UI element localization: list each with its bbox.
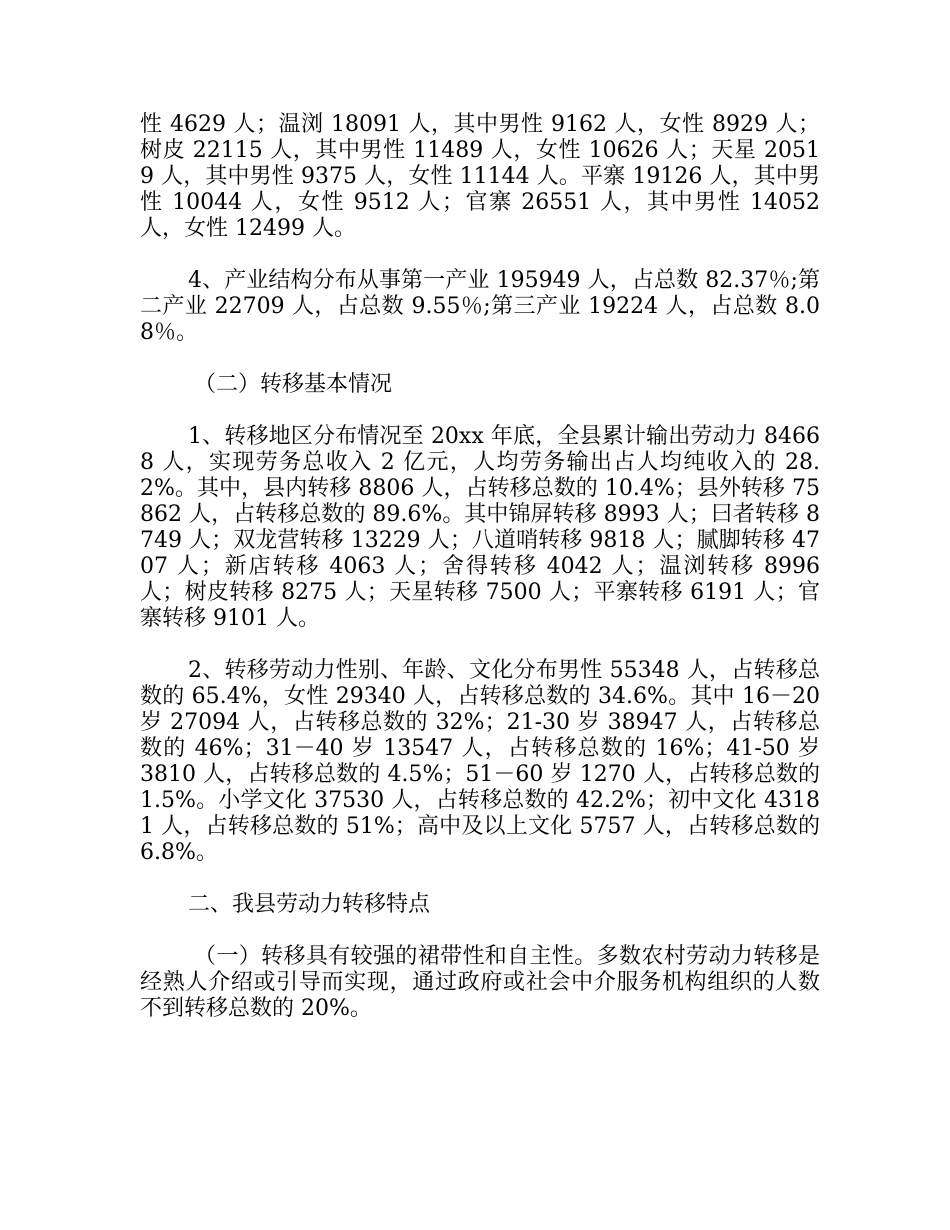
paragraph-feature-one: （一）转移具有较强的裙带性和自主性。多数农村劳动力转移是经熟人介绍或引导而实现，通过政府或社会中介服务机构组织的人数不到转移总数的 20%。: [140, 944, 820, 1021]
paragraph-population-by-town: 性 4629 人；温浏 18091 人，其中男性 9162 人，女性 8929 人；树皮 22115 人，其中男性 11489 人，女性 10626 人；天星 20519 人，其中男性 9375 人，女性 11144 人。平寨 19126 人，其中男性 10044 人，女性 9512 人；官寨 26551 人，其中男性 14052 人，女性 12499 人。: [140, 112, 820, 241]
paragraph-transfer-demographics: 2、转移劳动力性别、年龄、文化分布男性 55348 人，占转移总数的 65.4%，女性 29340 人，占转移总数的 34.6%。其中 16－20 岁 27094 人，占转移总数的 32%；21-30 岁 38947 人，占转移总数的 46%；31－40 岁 13547 人，占转移总数的 16%；41-50 岁 3810 人，占转移总数的 4.5%；51－60 岁 1270 人，占转移总数的 1.5%。小学文化 37530 人，占转移总数的 42.2%；初中文化 43181 人，占转移总数的 51%；高中及以上文化 5757 人，占转移总数的 6.8%。: [140, 658, 820, 865]
heading-transfer-features: 二、我县劳动力转移特点: [188, 892, 431, 917]
document-body: [140, 112, 820, 1048]
paragraph-transfer-region: 1、转移地区分布情况至 20xx 年底，全县累计输出劳动力 84668 人，实现劳务总收入 2 亿元，人均劳务输出占人均纯收入的 28.2%。其中，县内转移 8806 人，占转移总数的 10.4%；县外转移 75862 人，占转移总数的 89.6%。其中锦屏转移 8993 人；曰者转移 8749 人；双龙营转移 13229 人；八道哨转移 9818 人；腻脚转移 4707 人；新店转移 4063 人；舍得转移 4042 人；温浏转移 8996 人；树皮转移 8275 人；天星转移 7500 人；平寨转移 6191 人；官寨转移 9101 人。: [140, 424, 820, 631]
heading-transfer-overview: （二）转移基本情况: [194, 372, 393, 397]
paragraph-industry-structure: 4、产业结构分布从事第一产业 195949 人，占总数 82.37％;第二产业 22709 人，占总数 9.55％;第三产业 19224 人，占总数 8.08％。: [140, 268, 820, 345]
